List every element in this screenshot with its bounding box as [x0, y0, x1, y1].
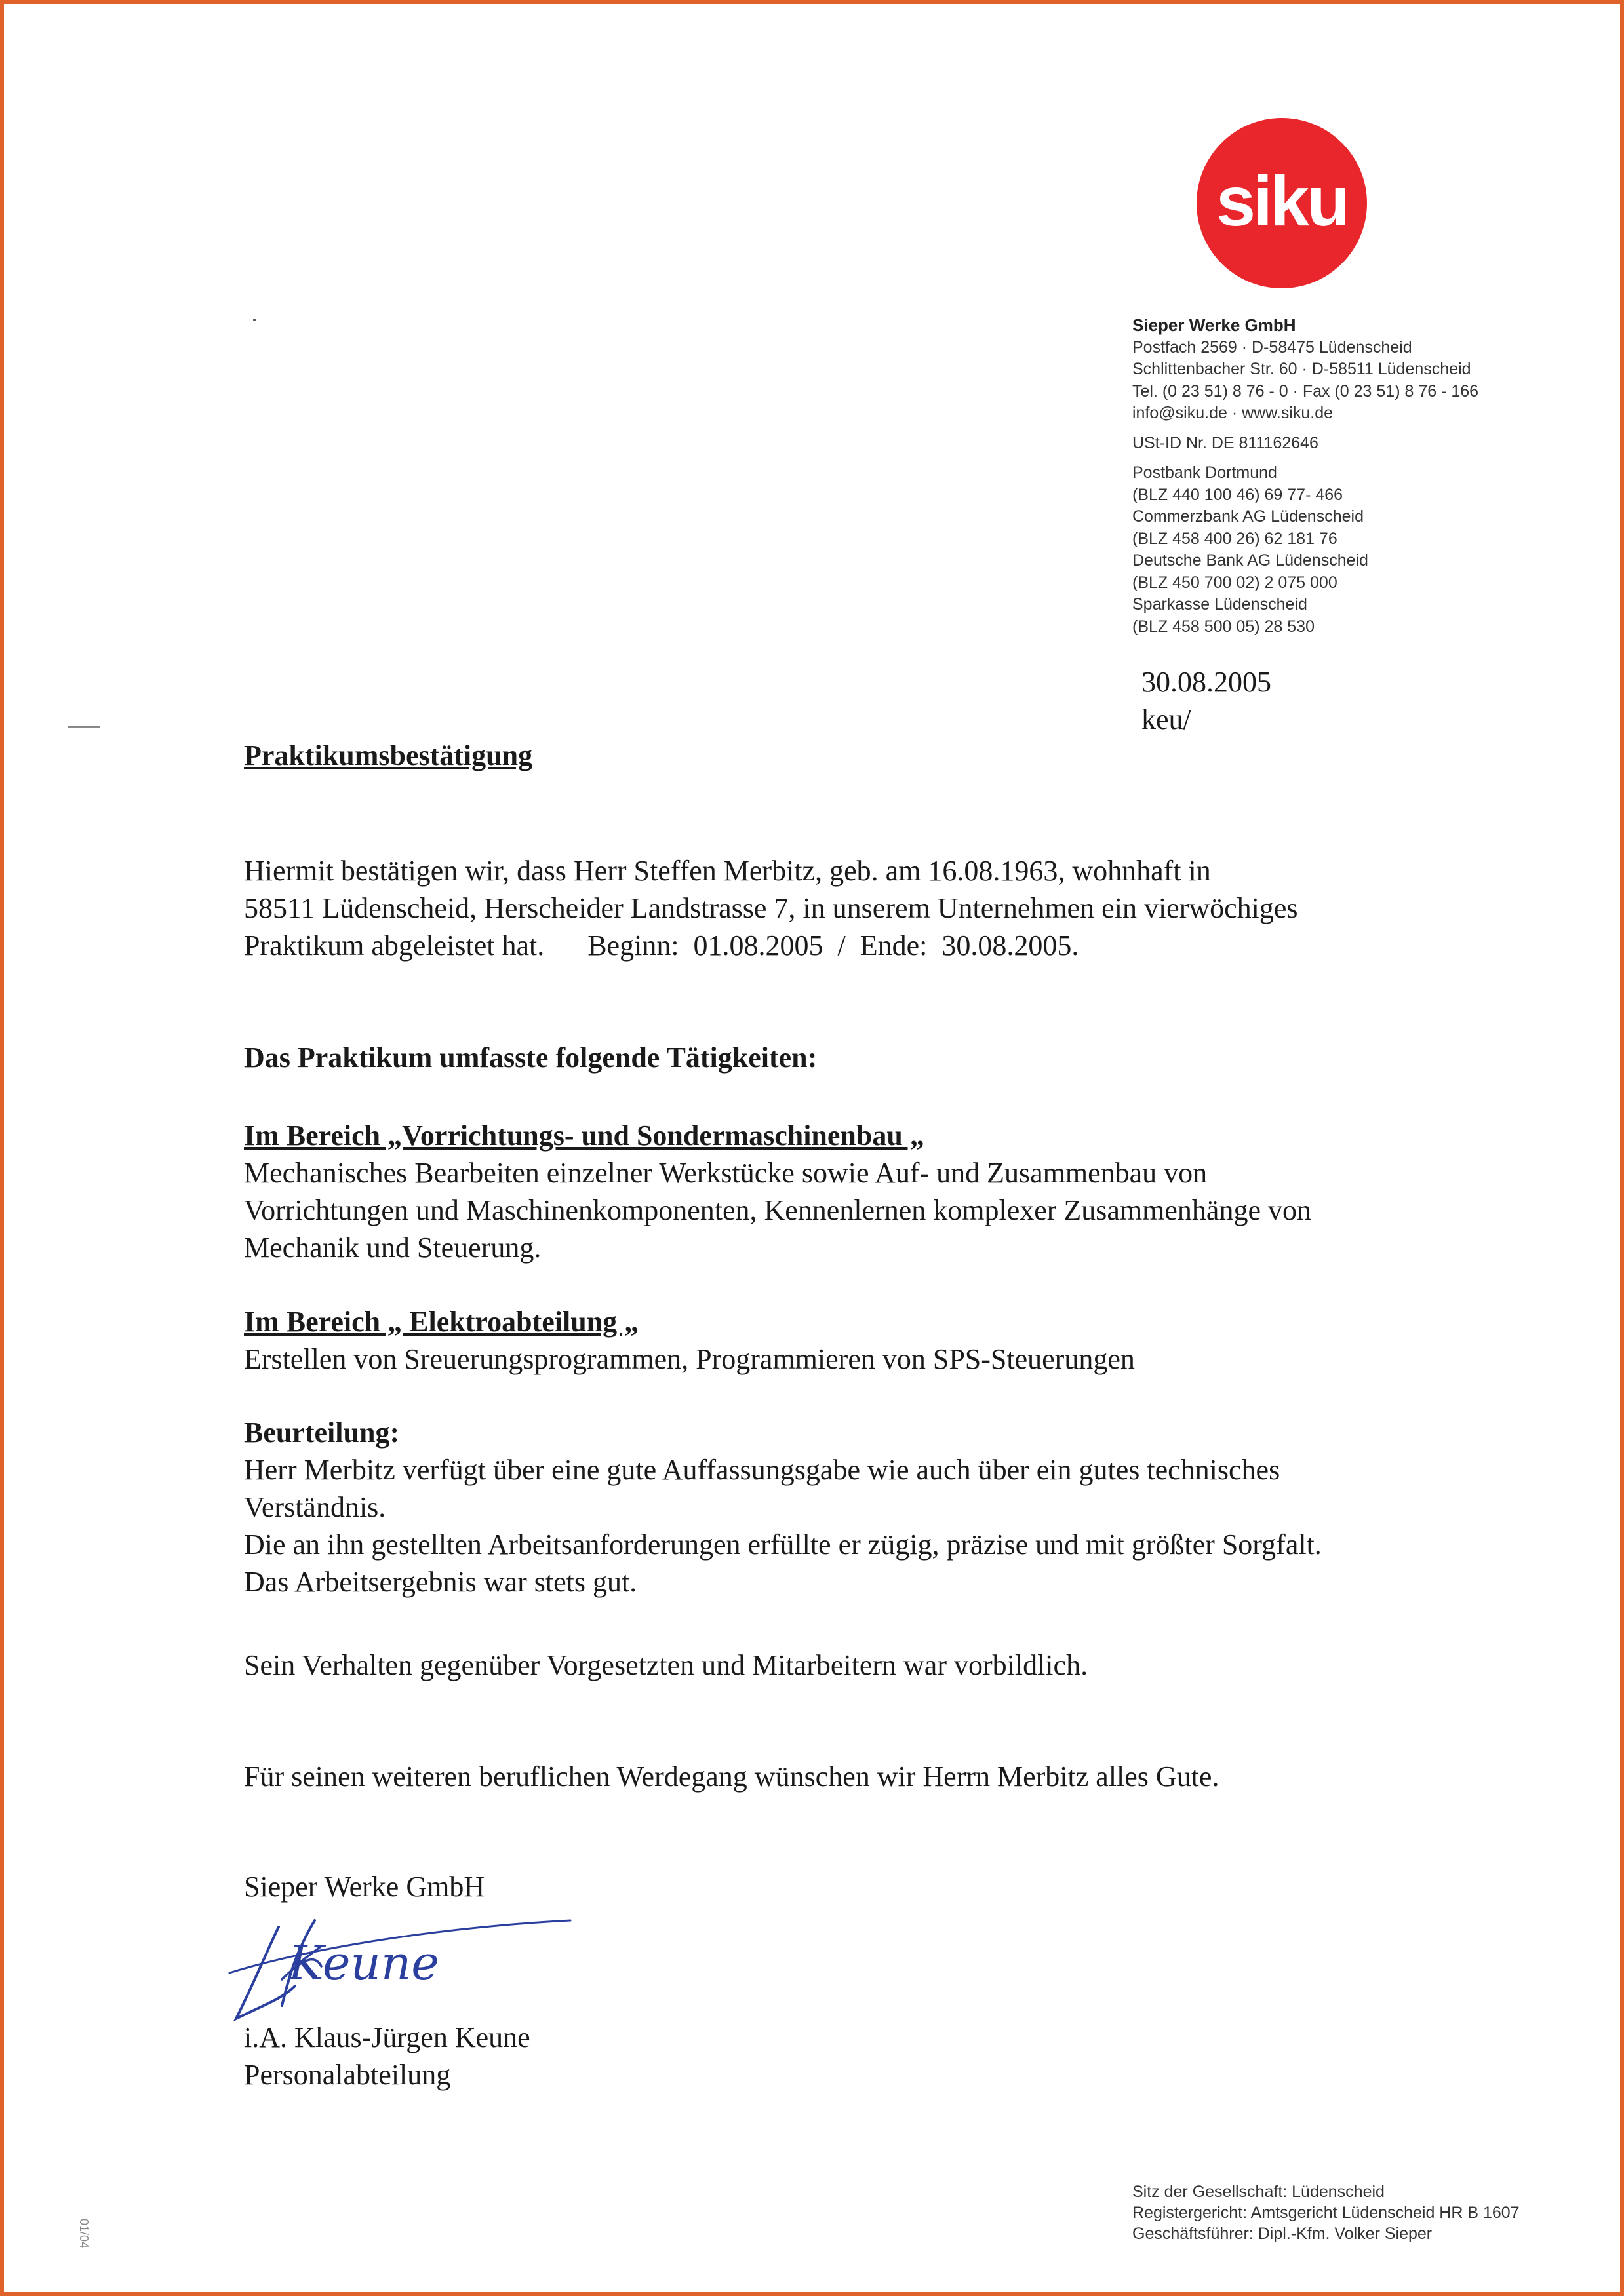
area2-heading: Im Bereich „ Elektroabteilung „: [244, 1306, 639, 1338]
signer-department: Personalabteilung: [244, 2059, 451, 2091]
conduct-statement: Sein Verhalten gegenüber Vorgesetzten und Mitarbeitern war vorbildlich.: [244, 1649, 1088, 1681]
intro-line: 58511 Lüdenscheid, Herscheider Landstrasse 7, in unserem Unternehmen ein vierwöchiges: [244, 892, 1298, 924]
signer-block: [244, 2019, 530, 2093]
date-block: [1141, 663, 1271, 738]
activities-heading: Das Praktikum umfasste folgende Tätigkeiten:: [244, 1041, 818, 1074]
assessment-line: Die an ihn gestellten Arbeitsanforderungen erfüllte er zügig, präzise und mit größter Sorgfalt.: [244, 1528, 1322, 1561]
intro-paragraph: [244, 852, 1298, 964]
siku-logo: [1197, 118, 1367, 288]
intro-line: Praktikum abgeleistet hat. Beginn: 01.08.2005 / Ende: 30.08.2005.: [244, 929, 1079, 962]
company-address-line: Schlittenbacher Str. 60 · D-58511 Lüdenscheid: [1132, 360, 1471, 378]
bank-line: (BLZ 450 700 02) 2 075 000: [1132, 573, 1337, 592]
bank-line: Commerzbank AG Lüdenscheid: [1132, 507, 1364, 526]
letter-date: 30.08.2005: [1141, 666, 1271, 698]
area1-section: [244, 1117, 1311, 1266]
bank-line: (BLZ 440 100 46) 69 77- 466: [1132, 485, 1343, 504]
legal-footer: [1132, 2181, 1520, 2244]
closing-company: Sieper Werke GmbH: [244, 1871, 485, 1903]
logo-text: siku: [1216, 161, 1348, 241]
scan-speck: [253, 319, 256, 321]
company-address-line: Postfach 2569 · D-58475 Lüdenscheid: [1132, 338, 1412, 357]
bank-line: (BLZ 458 500 05) 28 530: [1132, 617, 1315, 636]
letter-subject: Praktikumsbestätigung: [244, 739, 533, 771]
company-letterhead: [1132, 315, 1478, 638]
assessment-line: Herr Merbitz verfügt über eine gute Auffassungsgabe wie auch über ein gutes technisches: [244, 1454, 1280, 1486]
area1-line: Mechanik und Steuerung.: [244, 1232, 542, 1264]
bank-line: Sparkasse Lüdenscheid: [1132, 595, 1307, 613]
area1-line: Vorrichtungen und Maschinenkomponenten, Kennenlernen komplexer Zusammenhänge von: [244, 1194, 1311, 1226]
assessment-section: [244, 1414, 1322, 1601]
area2-line: Erstellen von Sreuerungsprogrammen, Programmieren von SPS-Steuerungen: [244, 1343, 1135, 1375]
assessment-line: Das Arbeitsergebnis war stets gut.: [244, 1566, 637, 1598]
assessment-line: Verständnis.: [244, 1491, 386, 1523]
area1-line: Mechanisches Bearbeiten einzelner Werkstücke sowie Auf- und Zusammenbau von: [244, 1157, 1208, 1189]
assessment-heading: Beurteilung:: [244, 1416, 400, 1449]
signer-name: i.A. Klaus-Jürgen Keune: [244, 2021, 530, 2053]
signature-text: Keune: [288, 1936, 439, 1991]
form-code: 01/04: [77, 2219, 90, 2249]
footer-line: Registergericht: Amtsgericht Lüdenscheid HR B 1607: [1132, 2204, 1520, 2222]
bank-line: Deutsche Bank AG Lüdenscheid: [1132, 551, 1368, 570]
fold-mark: [68, 726, 100, 728]
bank-line: Postbank Dortmund: [1132, 463, 1277, 482]
bank-line: (BLZ 458 400 26) 62 181 76: [1132, 529, 1337, 548]
company-name: Sieper Werke GmbH: [1132, 315, 1296, 335]
handwritten-signature: [216, 1907, 584, 2032]
area1-heading: Im Bereich „Vorrichtungs- und Sondermaschinenbau „: [244, 1119, 924, 1152]
company-web-line: info@siku.de · www.siku.de: [1132, 404, 1334, 422]
wishes-statement: Für seinen weiteren beruflichen Werdegang wünschen wir Herrn Merbitz alles Gute.: [244, 1761, 1219, 1793]
company-phone-line: Tel. (0 23 51) 8 76 - 0 · Fax (0 23 51) 8 76 - 166: [1132, 381, 1479, 400]
intro-line: Hiermit bestätigen wir, dass Herr Steffen Merbitz, geb. am 16.08.1963, wohnhaft in: [244, 855, 1211, 887]
area2-section: [244, 1303, 1135, 1378]
footer-line: Sitz der Gesellschaft: Lüdenscheid: [1132, 2183, 1385, 2201]
footer-line: Geschäftsführer: Dipl.-Kfm. Volker Sieper: [1132, 2225, 1433, 2243]
letter-reference: keu/: [1141, 703, 1191, 735]
company-ustid: USt-ID Nr. DE 811162646: [1132, 433, 1318, 452]
